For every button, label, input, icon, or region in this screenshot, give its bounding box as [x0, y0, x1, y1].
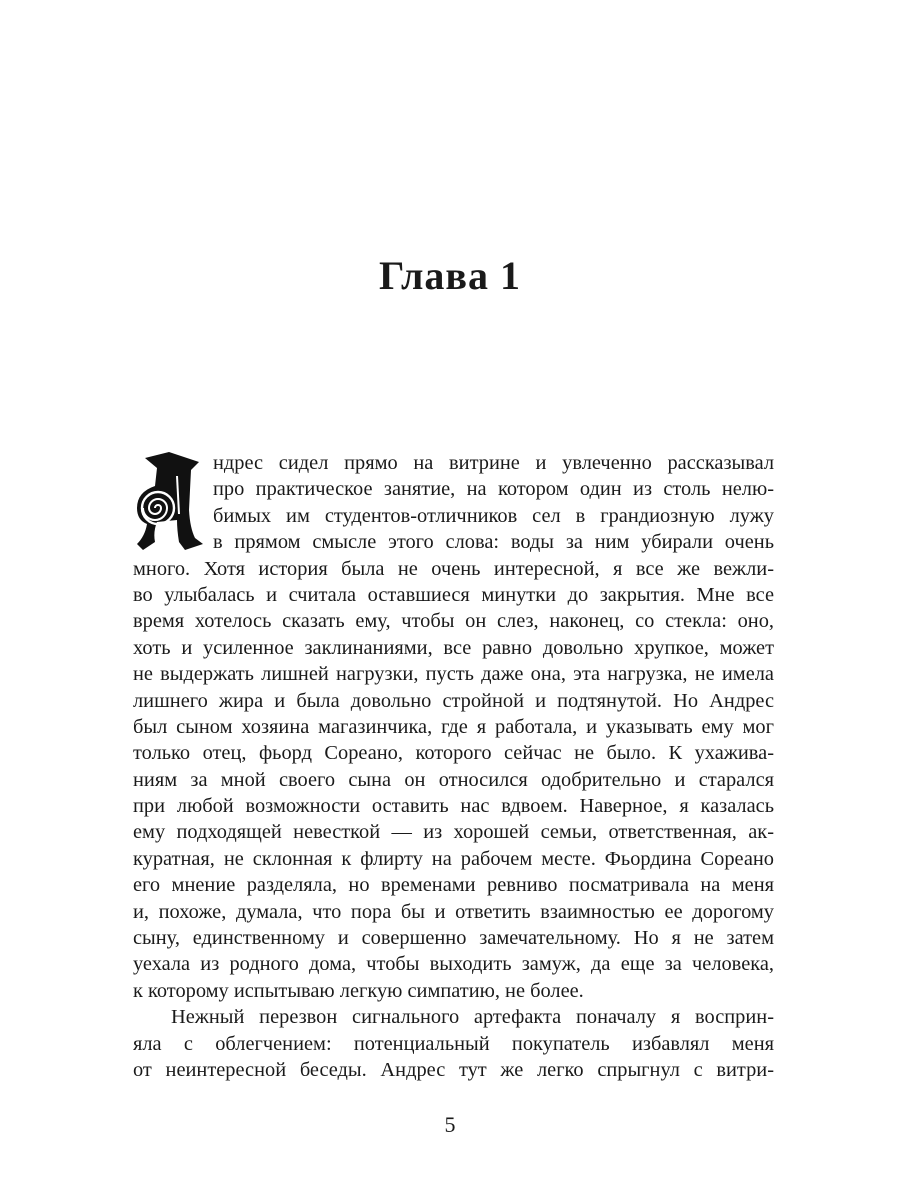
text-line: много. Хотя история была не очень интересной, я все же вежли- [133, 557, 774, 580]
text-line: яла с облегчением: потенциальный покупатель избавлял меня [133, 1032, 774, 1055]
text-line: уехала из родного дома, чтобы выходить замуж, да еще за человека, [133, 953, 774, 976]
page-number: 5 [444, 1112, 456, 1137]
chapter-title: Глава 1 [379, 253, 521, 298]
text-line: во улыбалась и считала оставшиеся минутки до закрытия. Мне все [133, 583, 774, 606]
text-line: к которому испытываю легкую симпатию, не более. [133, 979, 584, 1002]
text-line: был сыном хозяина магазинчика, где я работала, и указывать ему мог [133, 715, 774, 738]
body-text [133, 450, 774, 1083]
text-line: ниям за мной своего сына он относился одобрительно и старался [133, 768, 774, 791]
text-line: при любой возможности оставить нас вдвоем. Наверное, я казалась [133, 795, 774, 818]
text-line: в прямом смысле этого слова: воды за ним убирали очень [213, 531, 774, 554]
dropcap-letter [133, 450, 209, 554]
text-line: от неинтересной беседы. Андрес тут же легко спрыгнул с витри- [133, 1058, 774, 1081]
text-line: хоть и усиленное заклинаниями, все равно довольно хрупкое, может [133, 636, 774, 659]
text-line: куратная, не склонная к флирту на рабочем месте. Фьордина Сореано [133, 847, 774, 870]
text-line: сыну, единственному и совершенно замечательному. Но я не затем [133, 927, 774, 950]
text-line: время хотелось сказать ему, чтобы он слез, наконец, со стекла: оно, [133, 610, 774, 633]
text-line: Нежный перезвон сигнального артефакта поначалу я восприн- [171, 1006, 774, 1029]
text-line: лишнего жира и была довольно стройной и подтянутой. Но Андрес [133, 689, 774, 712]
text-line: про практическое занятие, на котором один из столь нелю- [213, 478, 774, 501]
text-line: ему подходящей невесткой — из хорошей семьи, ответственная, ак- [133, 821, 774, 844]
text-line: его мнение разделяла, но временами ревниво посматривала на меня [133, 874, 774, 897]
text-line: бимых им студентов-отличников сел в грандиозную лужу [213, 504, 774, 527]
text-line: и, похоже, думала, что пора бы и ответить взаимностью ее дорогому [133, 900, 774, 923]
text-line: только отец, фьорд Сореано, которого сейчас не было. К ухажива- [133, 742, 774, 765]
text-line: ндрес сидел прямо на витрине и увлеченно рассказывал [213, 452, 774, 474]
text-line: не выдержать лишней нагрузки, пусть даже она, эта нагрузка, не имела [133, 663, 774, 686]
